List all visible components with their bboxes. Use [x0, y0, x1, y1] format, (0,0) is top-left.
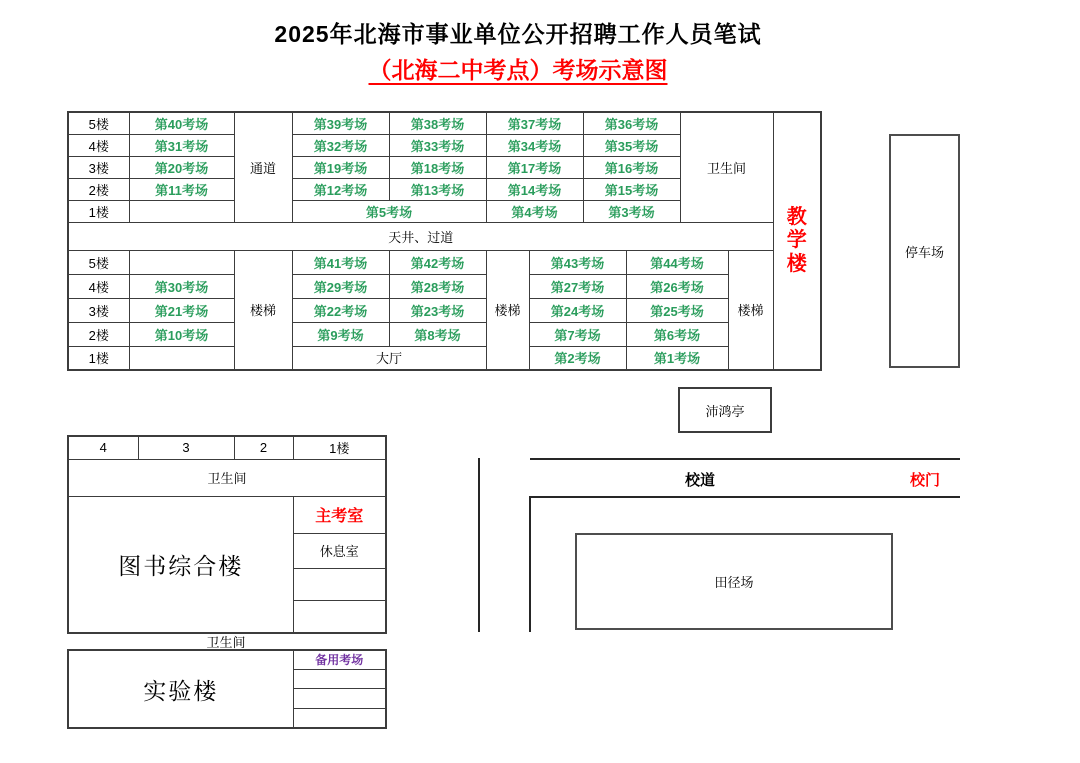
stairs-cell: 楼梯	[234, 250, 292, 370]
exam-room-cell: 第36考场	[583, 112, 680, 134]
empty-cell	[129, 200, 234, 222]
exam-room-cell: 第22考场	[292, 298, 389, 322]
floor-label: 2	[234, 436, 293, 459]
page-title: 2025年北海市事业单位公开招聘工作人员笔试	[274, 21, 762, 47]
empty-cell	[293, 568, 386, 600]
exam-room-cell: 第14考场	[486, 178, 583, 200]
exam-room-cell: 第15考场	[583, 178, 680, 200]
exam-room-cell: 第29考场	[292, 274, 389, 298]
stairs-cell: 楼梯	[728, 250, 773, 370]
empty-cell	[129, 250, 234, 274]
empty-cell	[293, 669, 386, 688]
road-line-top	[530, 458, 960, 460]
page-subtitle	[0, 52, 1036, 85]
floor-label: 3楼	[68, 298, 129, 322]
restroom-label: 卫生间	[206, 635, 246, 650]
sports-field-box	[575, 533, 893, 630]
pavilion-label: 沛鸿亭	[705, 403, 745, 419]
exam-room-cell: 第11考场	[129, 178, 234, 200]
floor-label: 4	[68, 436, 138, 459]
empty-cell	[293, 688, 386, 708]
floor-label: 4楼	[68, 134, 129, 156]
exam-room-cell: 第41考场	[292, 250, 389, 274]
exam-room-cell: 第4考场	[486, 200, 583, 222]
empty-cell	[293, 708, 386, 728]
exam-room-cell: 第13考场	[389, 178, 486, 200]
exam-room-cell: 第7考场	[529, 322, 626, 346]
exam-room-cell: 第9考场	[292, 322, 389, 346]
parking-lot-label: 停车场	[904, 244, 944, 260]
road-line-bottom	[530, 496, 960, 498]
teaching-building-label: 教学楼	[786, 205, 807, 275]
backup-room-cell: 备用考场	[293, 650, 386, 669]
exam-room-cell: 第16考场	[583, 156, 680, 178]
exam-room-cell: 第12考场	[292, 178, 389, 200]
exam-room-cell: 第25考场	[626, 298, 728, 322]
teaching-building-table	[67, 111, 822, 371]
empty-cell	[293, 600, 386, 633]
road-label: 校道	[684, 472, 715, 489]
exam-room-cell: 第28考场	[389, 274, 486, 298]
restroom-cell: 卫生间	[680, 112, 773, 222]
exam-room-cell: 第34考场	[486, 134, 583, 156]
sports-field-label: 田径场	[714, 575, 754, 590]
exam-room-cell: 第17考场	[486, 156, 583, 178]
floor-label: 1楼	[68, 346, 129, 370]
library-building-table	[67, 435, 387, 634]
exam-room-cell: 第30考场	[129, 274, 234, 298]
exam-room-cell: 第24考场	[529, 298, 626, 322]
exam-room-cell: 第31考场	[129, 134, 234, 156]
exam-room-cell: 第33考场	[389, 134, 486, 156]
floor-label: 2楼	[68, 178, 129, 200]
exam-room-cell: 第6考场	[626, 322, 728, 346]
exam-room-cell: 第35考场	[583, 134, 680, 156]
hall-cell: 大厅	[292, 346, 486, 370]
exam-room-cell: 第26考场	[626, 274, 728, 298]
exam-room-cell: 第39考场	[292, 112, 389, 134]
exam-room-cell: 第23考场	[389, 298, 486, 322]
exam-room-cell: 第40考场	[129, 112, 234, 134]
floor-label: 2楼	[68, 322, 129, 346]
road-line-vertical-outer	[478, 458, 480, 632]
exam-room-cell: 第42考场	[389, 250, 486, 274]
exam-room-cell: 第5考场	[292, 200, 486, 222]
floor-label: 1楼	[68, 200, 129, 222]
pavilion-box	[678, 387, 772, 433]
courtyard-cell: 天井、过道	[68, 222, 773, 250]
stairs-cell: 楼梯	[486, 250, 529, 370]
exam-room-cell: 第37考场	[486, 112, 583, 134]
library-building-name: 图书综合楼	[68, 496, 293, 633]
floor-label: 5楼	[68, 250, 129, 274]
exam-room-cell: 第44考场	[626, 250, 728, 274]
floor-label: 1楼	[293, 436, 386, 459]
exam-room-cell: 第43考场	[529, 250, 626, 274]
exam-room-cell: 第21考场	[129, 298, 234, 322]
exam-room-cell: 第10考场	[129, 322, 234, 346]
exam-room-cell: 第20考场	[129, 156, 234, 178]
road-line-vertical-inner	[529, 496, 531, 632]
teaching-building-label-cell	[773, 112, 821, 370]
lab-building-table	[67, 649, 387, 729]
exam-room-cell: 第2考场	[529, 346, 626, 370]
gate-label: 校门	[909, 472, 940, 489]
exam-room-cell: 第1考场	[626, 346, 728, 370]
exam-room-cell: 第27考场	[529, 274, 626, 298]
rest-room-cell: 休息室	[293, 533, 386, 568]
parking-lot-box	[889, 134, 960, 368]
corridor-cell: 通道	[234, 112, 292, 222]
exam-room-cell: 第8考场	[389, 322, 486, 346]
exam-room-cell: 第3考场	[583, 200, 680, 222]
restroom-cell: 卫生间	[68, 459, 386, 496]
floor-label: 5楼	[68, 112, 129, 134]
floor-label: 3	[138, 436, 234, 459]
lab-building-name: 实验楼	[68, 650, 293, 728]
page-subtitle-text: （北海二中考点）考场示意图	[368, 57, 668, 83]
floor-label: 4楼	[68, 274, 129, 298]
chief-examiner-room-cell: 主考室	[293, 496, 386, 533]
empty-cell	[129, 346, 234, 370]
floor-label: 3楼	[68, 156, 129, 178]
exam-room-cell: 第32考场	[292, 134, 389, 156]
exam-room-cell: 第19考场	[292, 156, 389, 178]
exam-room-cell: 第38考场	[389, 112, 486, 134]
exam-room-cell: 第18考场	[389, 156, 486, 178]
